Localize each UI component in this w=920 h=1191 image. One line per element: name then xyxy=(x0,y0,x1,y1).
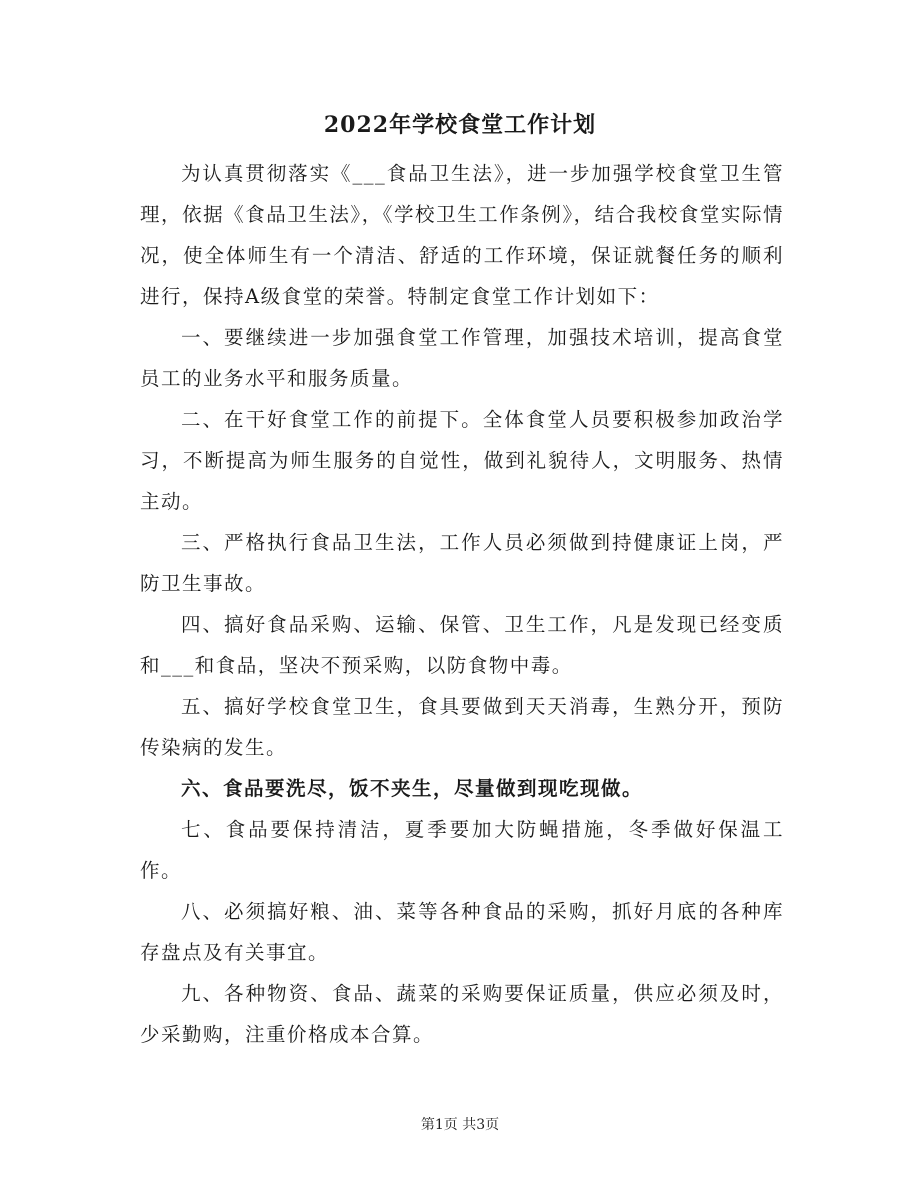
paragraph-item-5: 五、搞好学校食堂卫生，食具要做到天天消毒，生熟分开，预防传染病的发生。 xyxy=(140,695,784,759)
paragraph-item-2: 二、在干好食堂工作的前提下。全体食堂人员要积极参加政治学习，不断提高为师生服务的自觉性，做到礼貌待人，文明服务、热情主动。 xyxy=(140,408,784,513)
paragraph-item-8: 八、必须搞好粮、油、菜等各种食品的采购，抓好月底的各种库存盘点及有关事宜。 xyxy=(140,900,784,964)
paragraph-item-7: 七、食品要保持清洁，夏季要加大防蝇措施，冬季做好保温工作。 xyxy=(140,818,784,882)
document-body xyxy=(140,153,784,1055)
paragraph-item-9: 九、各种物资、食品、蔬菜的采购要保证质量，供应必须及时，少采勤购，注重价格成本合算。 xyxy=(140,982,784,1046)
paragraph-item-4: 四、搞好食品采购、运输、保管、卫生工作，凡是发现已经变质和___和食品，坚决不预采购，以防食物中毒。 xyxy=(140,613,784,677)
document-title: 2022年学校食堂工作计划 xyxy=(323,112,597,138)
paragraph-intro: 为认真贯彻落实《___食品卫生法》，进一步加强学校食堂卫生管理，依据《食品卫生法》，《学校卫生工作条例》，结合我校食堂实际情况，使全体师生有一个清洁、舒适的工作环境，保证就餐任务的顺利进行，保持A级食堂的荣誉。特制定食堂工作计划如下： xyxy=(140,162,784,308)
paragraph-item-6: 六、食品要洗尽，饭不夹生，尽量做到现吃现做。 xyxy=(180,777,643,800)
page-number-footer: 第1页 共3页 xyxy=(420,1117,500,1133)
paragraph-item-3: 三、严格执行食品卫生法，工作人员必须做到持健康证上岗，严防卫生事故。 xyxy=(140,531,784,595)
paragraph-item-1: 一、要继续进一步加强食堂工作管理，加强技术培训，提高食堂员工的业务水平和服务质量。 xyxy=(140,326,784,390)
